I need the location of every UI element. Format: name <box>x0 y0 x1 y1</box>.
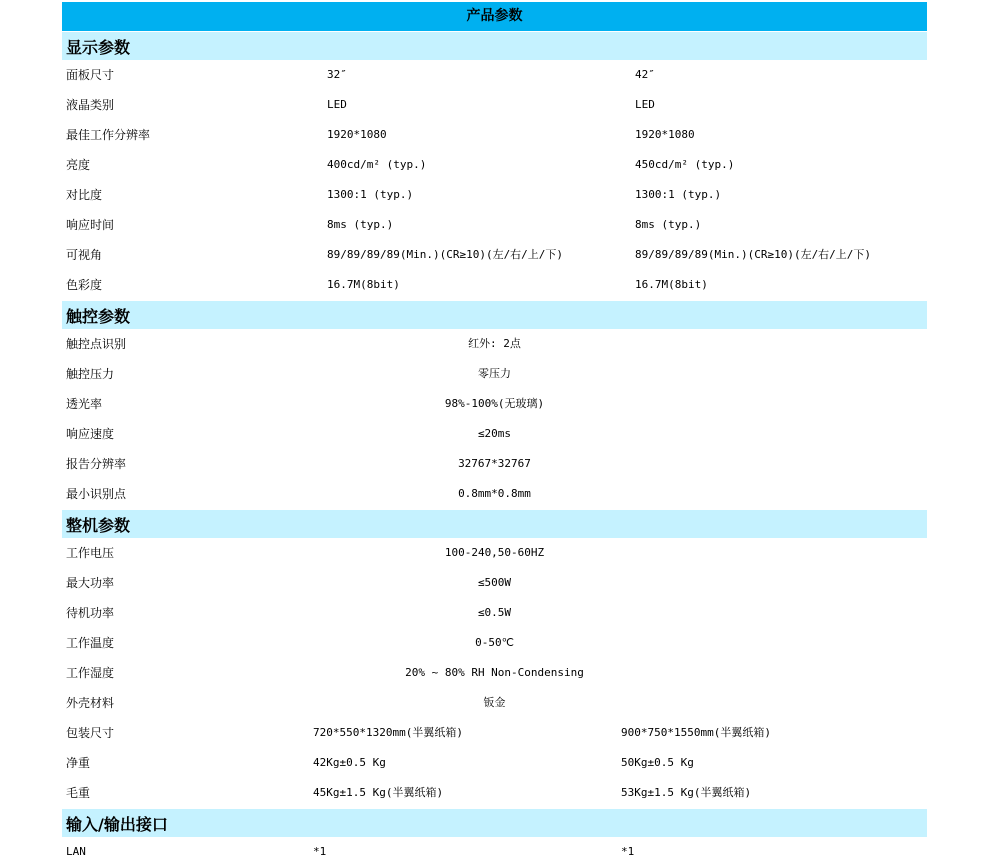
value-shared: 红外: 2点 <box>468 337 521 350</box>
value-32: 400cd/m² (typ.) <box>327 158 427 171</box>
row-label: 触控点识别 <box>66 337 127 351</box>
table-row <box>62 389 927 419</box>
row-label: 报告分辨率 <box>66 457 127 471</box>
table-row <box>62 419 927 449</box>
row-label: LAN <box>66 845 86 858</box>
row-label: 最佳工作分辨率 <box>66 128 151 142</box>
table-row <box>62 778 927 808</box>
table-row <box>62 150 927 180</box>
section-header-touch: 触控参数 <box>62 300 927 329</box>
value-shared: 零压力 <box>478 367 511 380</box>
table-row <box>62 449 927 479</box>
table-row <box>62 359 927 389</box>
row-label: 透光率 <box>66 397 103 411</box>
table-row <box>62 240 927 270</box>
row-label: 液晶类别 <box>66 98 115 112</box>
value-shared: 32767*32767 <box>458 457 531 470</box>
table-row <box>62 329 927 359</box>
table-row <box>62 60 927 90</box>
value-42: 16.7M(8bit) <box>635 278 708 291</box>
table-row <box>62 718 927 748</box>
row-label: 响应速度 <box>66 427 115 441</box>
value-42: 450cd/m² (typ.) <box>635 158 735 171</box>
table-row <box>62 748 927 778</box>
value-shared: ≤20ms <box>477 427 512 440</box>
section-header-display: 显示参数 <box>62 31 927 60</box>
value-shared: 100-240,50-60HZ <box>444 546 545 559</box>
value-shared: ≤0.5W <box>477 606 512 619</box>
spec-table <box>62 2 927 867</box>
value-32: 720*550*1320mm(半翼纸箱) <box>313 726 463 739</box>
row-label: 面板尺寸 <box>66 68 115 82</box>
row-label: 最小识别点 <box>66 487 127 501</box>
value-shared: 98%-100%(无玻璃) <box>444 397 545 410</box>
row-label: 色彩度 <box>66 278 103 292</box>
row-label: 毛重 <box>66 786 91 800</box>
value-32: 1920*1080 <box>327 128 387 141</box>
table-title: 产品参数 <box>62 2 927 31</box>
value-shared: 钣金 <box>483 696 506 709</box>
row-label: 工作湿度 <box>66 666 115 680</box>
value-42: 1920*1080 <box>635 128 695 141</box>
value-32: 42Kg±0.5 Kg <box>313 756 386 769</box>
row-label: 最大功率 <box>66 576 115 590</box>
table-row <box>62 658 927 688</box>
row-label: 外壳材料 <box>66 696 115 710</box>
value-32: LED <box>327 98 347 111</box>
value-42: 1300:1 (typ.) <box>635 188 722 201</box>
value-42: 53Kg±1.5 Kg(半翼纸箱) <box>621 786 752 799</box>
table-row <box>62 688 927 718</box>
value-32: 1300:1 (typ.) <box>327 188 414 201</box>
row-label: 可视角 <box>66 248 103 262</box>
row-label: 对比度 <box>66 188 103 202</box>
table-row <box>62 538 927 568</box>
table-row <box>62 270 927 300</box>
table-row <box>62 479 927 509</box>
value-42: 42″ <box>635 68 655 81</box>
value-shared: 0-50℃ <box>475 636 514 649</box>
value-42: 900*750*1550mm(半翼纸箱) <box>621 726 771 739</box>
table-row <box>62 120 927 150</box>
row-label: 待机功率 <box>66 606 115 620</box>
value-32: 16.7M(8bit) <box>327 278 400 291</box>
table-row <box>62 90 927 120</box>
row-label: 工作电压 <box>66 546 115 560</box>
value-shared: ≤500W <box>477 576 512 589</box>
row-label: 触控压力 <box>66 367 115 381</box>
value-32: *1 <box>313 845 327 858</box>
row-label: 净重 <box>66 756 91 770</box>
value-42: *1 <box>621 845 635 858</box>
row-label: 包装尺寸 <box>66 726 115 740</box>
value-32: 45Kg±1.5 Kg(半翼纸箱) <box>313 786 444 799</box>
value-32: 89/89/89/89(Min.)(CR≥10)(左/右/上/下) <box>327 248 564 261</box>
row-label: 亮度 <box>66 158 91 172</box>
value-42: 8ms (typ.) <box>635 218 702 231</box>
value-shared: 0.8mm*0.8mm <box>458 487 531 500</box>
value-42: LED <box>635 98 655 111</box>
value-shared: 20% ~ 80% RH Non-Condensing <box>405 666 584 679</box>
value-32: 8ms (typ.) <box>327 218 394 231</box>
table-row <box>62 598 927 628</box>
table-row <box>62 210 927 240</box>
row-label: 响应时间 <box>66 218 115 232</box>
value-32: 32″ <box>327 68 347 81</box>
section-header-unit: 整机参数 <box>62 509 927 538</box>
table-row <box>62 180 927 210</box>
table-row <box>62 628 927 658</box>
value-42: 50Kg±0.5 Kg <box>621 756 694 769</box>
table-row <box>62 568 927 598</box>
row-label: 工作温度 <box>66 636 115 650</box>
value-42: 89/89/89/89(Min.)(CR≥10)(左/右/上/下) <box>635 248 872 261</box>
section-header-io: 输入/输出接口 <box>62 808 927 837</box>
